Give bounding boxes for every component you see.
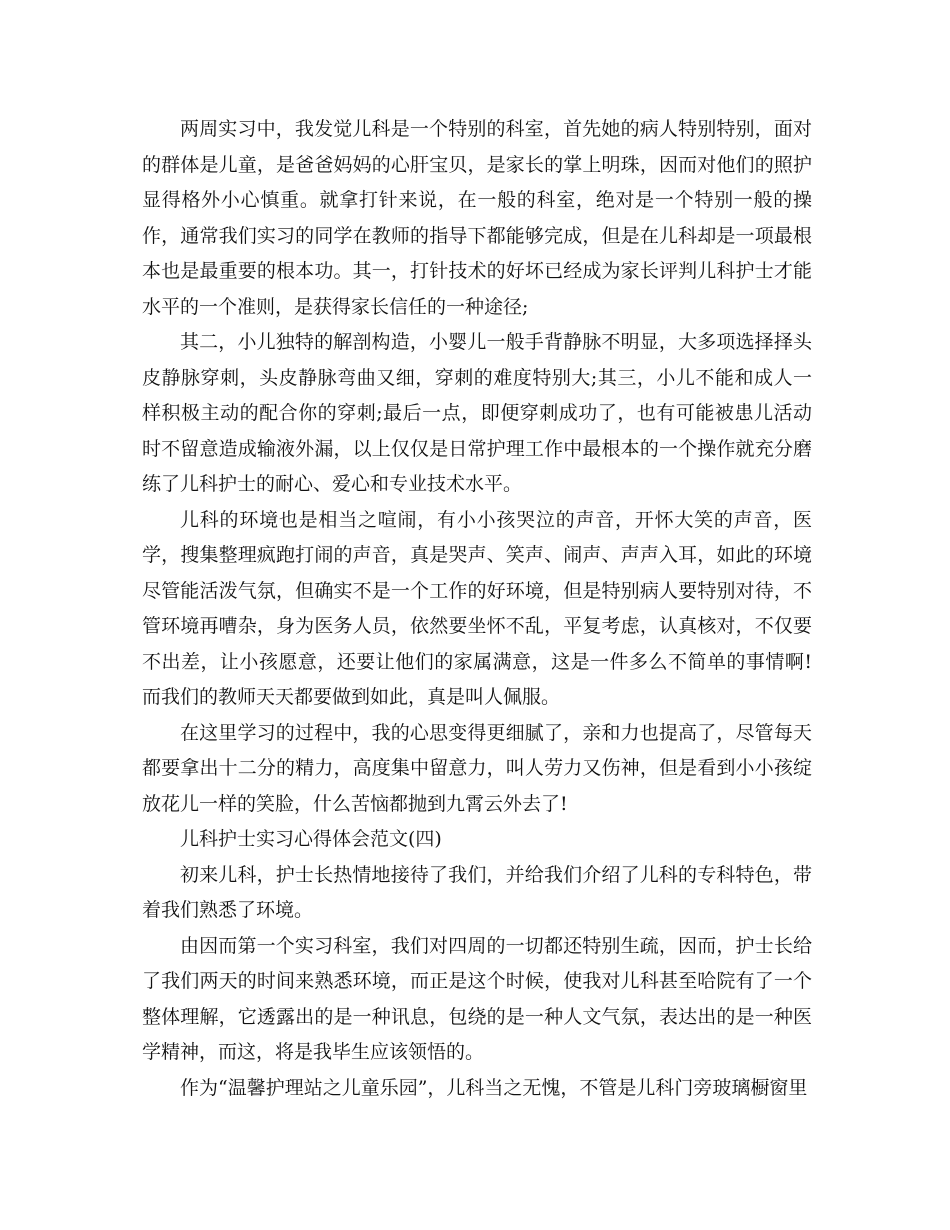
paragraph-3: 儿科的环境也是相当之喧闹，有小小孩哭泣的声音，开怀大笑的声音，医学，搜集整理疯跑打闹的声音，真是哭声、笑声、闹声、声声入耳，如此的环境尽管能活泼气氛，但确实不是一个工作的好环境，但是特别病人要特别对待，不管环境再嘈杂，身为医务人员，依然要坐怀不乱，平复考虑，认真核对，不仅要不出差，让小孩愿意，还要让他们的家属满意，这是一件多么不简单的事情啊!而我们的教师天天都要做到如此，真是叫人佩服。: [142, 508, 812, 708]
paragraph-6: 由因而第一个实习科室，我们对四周的一切都还特别生疏，因而，护士长给了我们两天的时间来熟悉环境，而正是这个时候，使我对儿科甚至哈院有了一个整体理解，它透露出的是一种讯息，包绕的是一种人文气氛，表达出的是一种医学精神，而这，将是我毕生应该领悟的。: [142, 934, 812, 1063]
section-heading: 儿科护士实习心得体会范文(四): [180, 828, 442, 850]
paragraph-7: 作为“温馨护理站之儿童乐园”，儿科当之无愧，不管是儿科门旁玻璃橱窗里: [180, 1076, 808, 1099]
paragraph-2: 其二，小儿独特的解剖构造，小婴儿一般手背静脉不明显，大多项选择择头皮静脉穿刺，头皮静脉弯曲又细，穿刺的难度特别大;其三，小儿不能和成人一样积极主动的配合你的穿刺;最后一点，即便穿刺成功了，也有可能被患儿活动时不留意造成输液外漏，以上仅仅是日常护理工作中最根本的一个操作就充分磨练了儿科护士的耐心、爱心和专业技术水平。: [142, 331, 812, 495]
paragraph-1: 两周实习中，我发觉儿科是一个特别的科室，首先她的病人特别特别，面对的群体是儿童，是爸爸妈妈的心肝宝贝，是家长的掌上明珠，因而对他们的照护显得格外小心慎重。就拿打针来说，在一般的科室，绝对是一个特别一般的操作，通常我们实习的同学在教师的指导下都能够完成，但是在儿科却是一项最根本也是最重要的根本功。其一，打针技术的好坏已经成为家长评判儿科护士才能水平的一个准则，是获得家长信任的一种途径;: [142, 118, 812, 318]
paragraph-4: 在这里学习的过程中，我的心思变得更细腻了，亲和力也提高了，尽管每天都要拿出十二分的精力，高度集中留意力，叫人劳力又伤神，但是看到小小孩绽放花儿一样的笑脸，什么苦恼都抛到九霄云外去了!: [142, 721, 812, 815]
document-body: [142, 112, 812, 1106]
paragraph-5: 初来儿科，护士长热情地接待了我们，并给我们介绍了儿科的专科特色，带着我们熟悉了环境。: [142, 863, 812, 921]
